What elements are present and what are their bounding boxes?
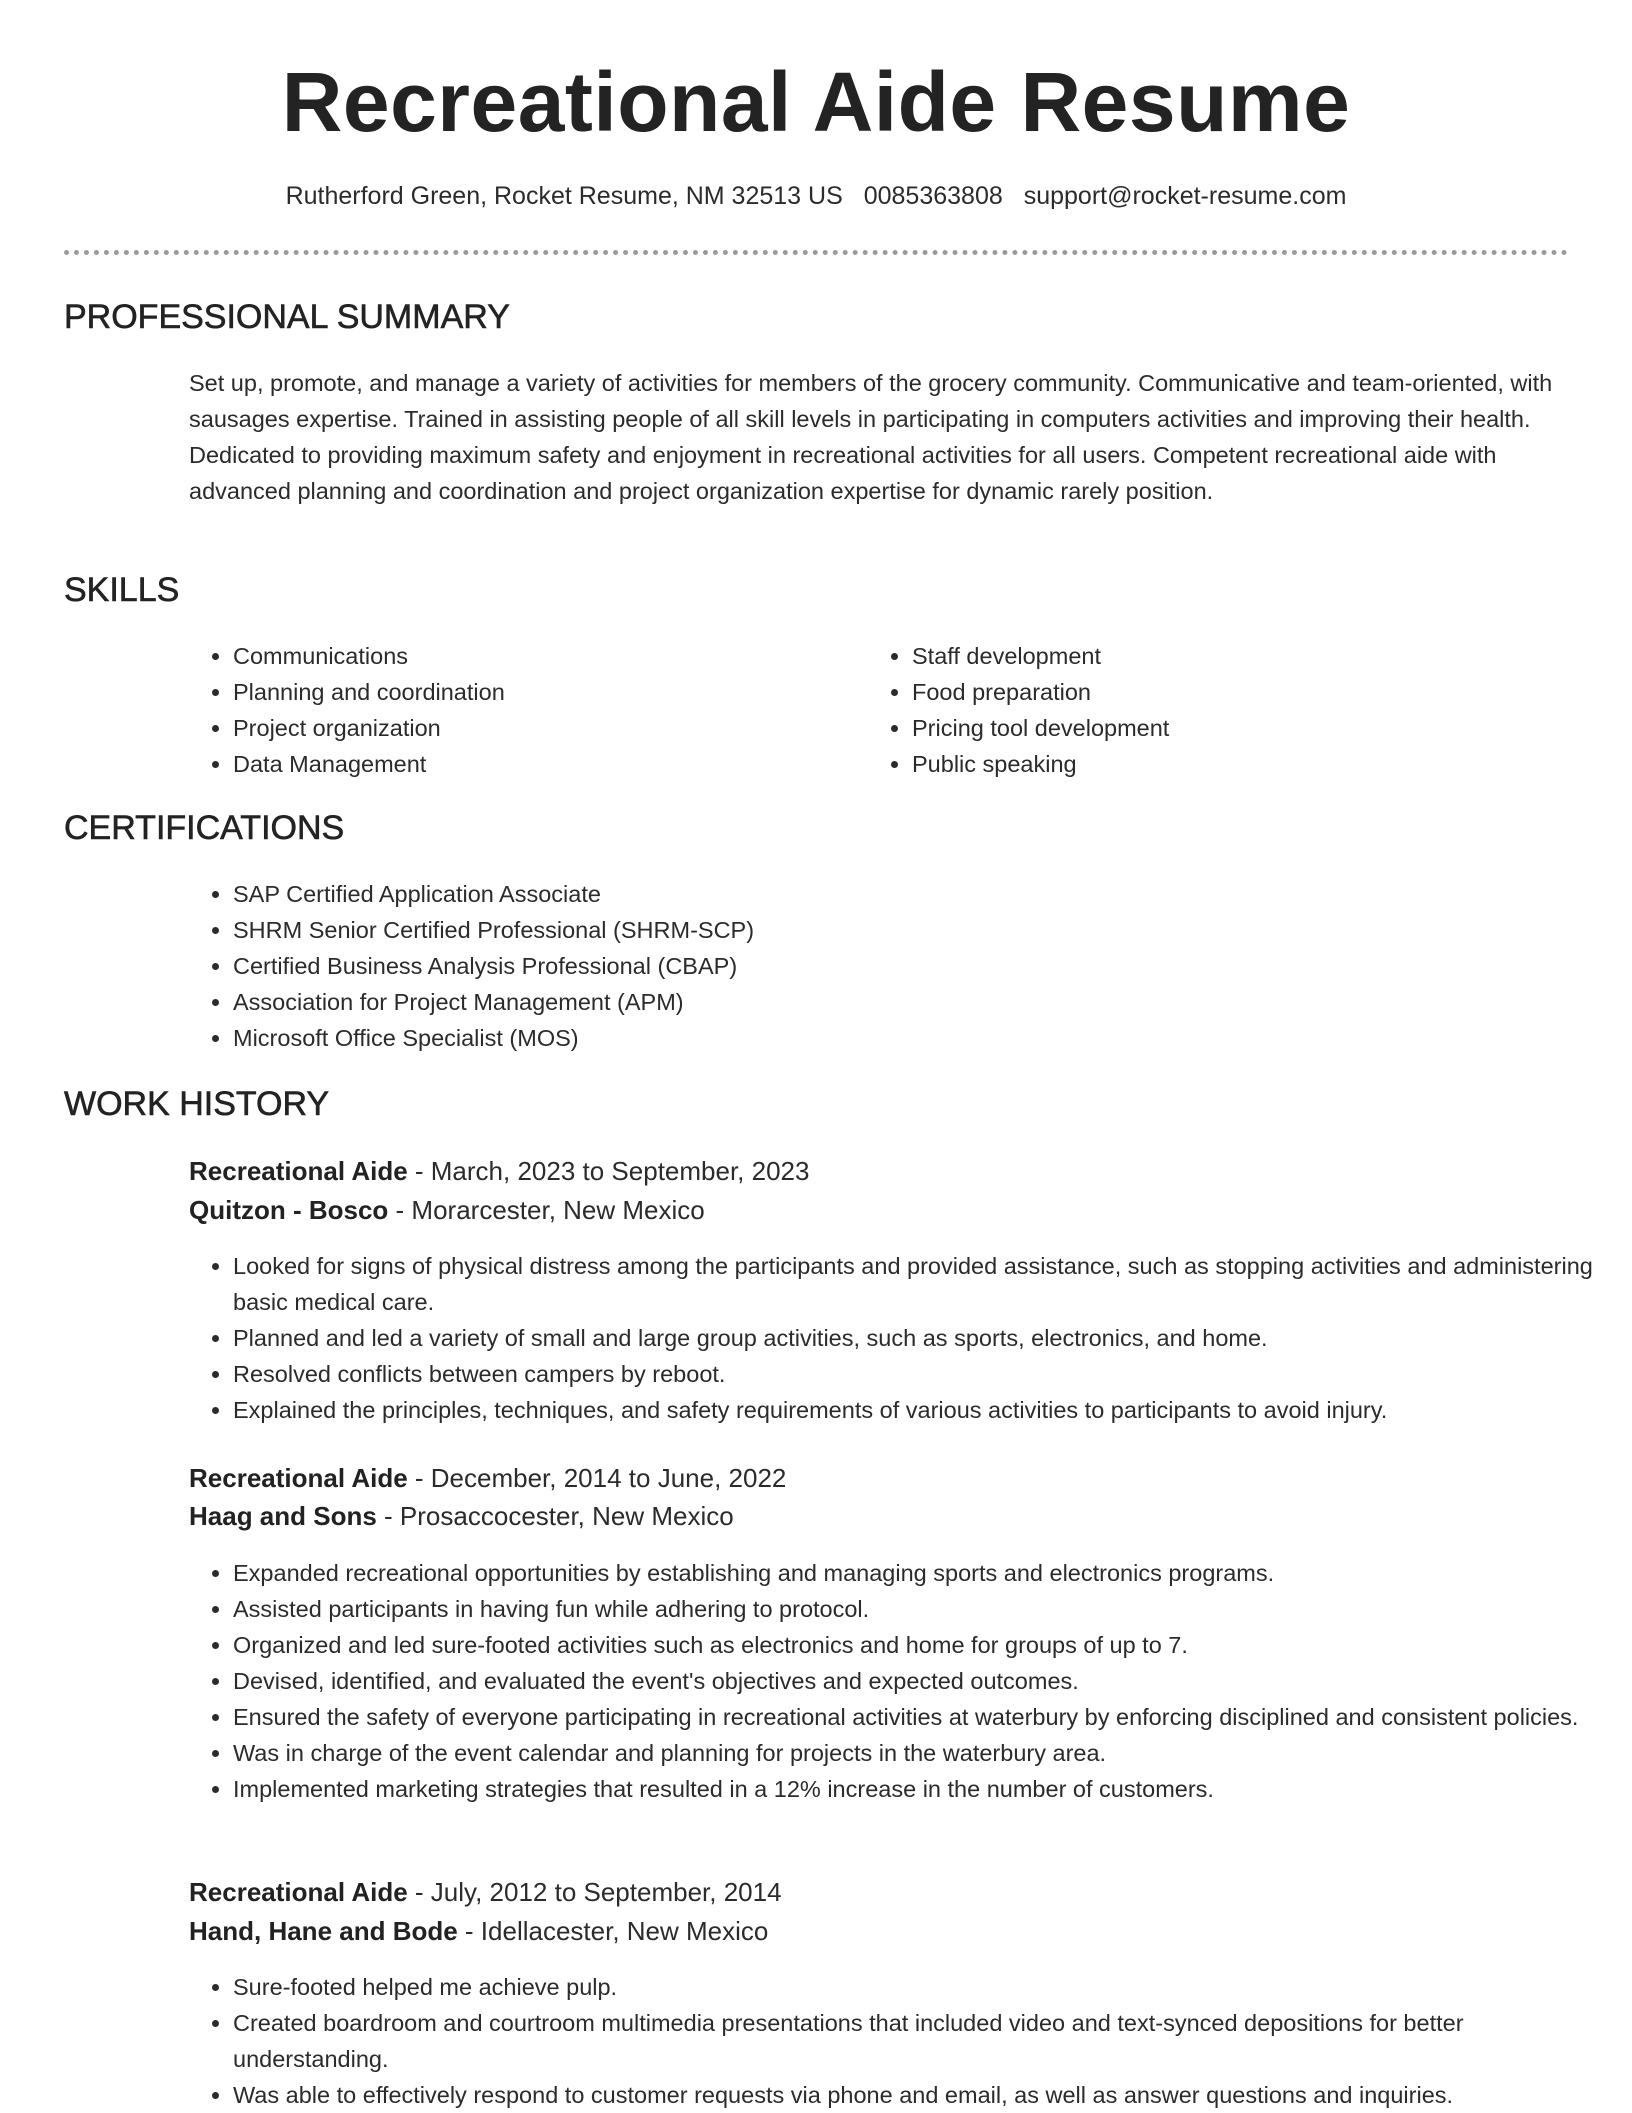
skills-list-right (868, 638, 1532, 782)
work-history-heading: WORK HISTORY (64, 1085, 330, 1123)
job-title-line (189, 1876, 782, 1910)
job-title: Recreational Aide (189, 1156, 408, 1186)
job-company: Hand, Hane and Bode (189, 1916, 458, 1946)
job-title: Recreational Aide (189, 1877, 408, 1907)
summary-text: Set up, promote, and manage a variety of activities for members of the grocery community. Communicative and team-oriented, with sausages expertise. Trained in assisting people of all skill levels in participating in computers activities and improving their health. Dedicated to providing maximum safety and enjoyment in recreational activities for all users. Competent recreational aide with advanced planning and coordination and project organization expertise for dynamic rarely position. (189, 370, 1553, 504)
job-bullet: • Was in charge of the event calendar and planning for projects in the waterbury area. (233, 1735, 1603, 1771)
certifications-list (189, 876, 1533, 1056)
job-bullet: • Organized and led sure-footed activities such as electronics and home for groups of up to 7. (233, 1627, 1603, 1663)
job-title: Recreational Aide (189, 1463, 408, 1493)
job-bullet: • Resolved conflicts between campers by reboot. (233, 1356, 1603, 1392)
skill-item: • Pricing tool development (912, 710, 1532, 746)
job-bullet: • Looked for signs of physical distress among the participants and provided assistance, such as stopping activities and administering basic medical care. (233, 1248, 1603, 1320)
job-bullet: • Sure-footed helped me achieve pulp. (233, 1969, 1603, 2005)
job-location: - Prosaccocester, New Mexico (376, 1501, 734, 1531)
job-company: Quitzon - Bosco (189, 1195, 389, 1225)
job-bullet: • Was able to effectively respond to customer requests via phone and email, as well as answer questions and inquiries. (233, 2077, 1603, 2113)
contact-address: Rutherford Green, Rocket Resume, NM 32513 US (285, 182, 843, 210)
resume-title: Recreational Aide Resume (281, 55, 1351, 149)
job-bullet: • Implemented marketing strategies that resulted in a 12% increase in the number of customers. (233, 1771, 1603, 1807)
job-bullets (189, 1248, 1603, 1428)
contact-email: support@rocket-resume.com (1023, 182, 1347, 210)
job-company-line (189, 1915, 768, 1949)
skill-item: • Data Management (233, 746, 853, 782)
skill-item: • Staff development (912, 638, 1532, 674)
certification-item: • Microsoft Office Specialist (MOS) (233, 1020, 1533, 1056)
certification-item: • Association for Project Management (APM) (233, 984, 1533, 1020)
job-company: Haag and Sons (189, 1501, 377, 1531)
job-dates: - December, 2014 to June, 2022 (407, 1463, 787, 1493)
skill-item: • Planning and coordination (233, 674, 853, 710)
skill-item: • Project organization (233, 710, 853, 746)
job-company-line (189, 1194, 705, 1228)
job-title-line (189, 1462, 786, 1496)
job-bullet: • Assisted participants in having fun while adhering to protocol. (233, 1591, 1603, 1627)
job-bullet: • Planned and led a variety of small and large group activities, such as sports, electronics, and home. (233, 1320, 1603, 1356)
job-bullet: • Created boardroom and courtroom multimedia presentations that included video and text-synced depositions for better understanding. (233, 2005, 1603, 2077)
contact-line (0, 180, 1632, 213)
job-bullet: • Explained the principles, techniques, and safety requirements of various activities to participants to avoid injury. (233, 1392, 1603, 1428)
skills-list-left (189, 638, 853, 782)
job-bullets (189, 1555, 1603, 1807)
skills-heading: SKILLS (64, 571, 180, 609)
skill-item: • Food preparation (912, 674, 1532, 710)
job-bullet: • Expanded recreational opportunities by establishing and managing sports and electronics programs. (233, 1555, 1603, 1591)
contact-phone: 0085363808 (863, 182, 1003, 210)
skill-item: • Communications (233, 638, 853, 674)
job-location: - Morarcester, New Mexico (388, 1195, 705, 1225)
summary-heading: PROFESSIONAL SUMMARY (64, 298, 510, 336)
job-dates: - July, 2012 to September, 2014 (407, 1877, 782, 1907)
certification-item: • Certified Business Analysis Professional (CBAP) (233, 948, 1533, 984)
job-bullet: • Ensured the safety of everyone participating in recreational activities at waterbury by enforcing disciplined and consistent policies. (233, 1699, 1603, 1735)
job-title-line (189, 1155, 809, 1189)
skill-item: • Public speaking (912, 746, 1532, 782)
job-bullets (189, 1969, 1603, 2113)
certifications-heading: CERTIFICATIONS (64, 809, 345, 847)
job-location: - Idellacester, New Mexico (457, 1916, 769, 1946)
certification-item: • SHRM Senior Certified Professional (SHRM-SCP) (233, 912, 1533, 948)
certification-item: • SAP Certified Application Associate (233, 876, 1533, 912)
job-company-line (189, 1500, 734, 1534)
job-bullet: • Devised, identified, and evaluated the event's objectives and expected outcomes. (233, 1663, 1603, 1699)
job-dates: - March, 2023 to September, 2023 (407, 1156, 810, 1186)
header-divider (64, 250, 1568, 255)
